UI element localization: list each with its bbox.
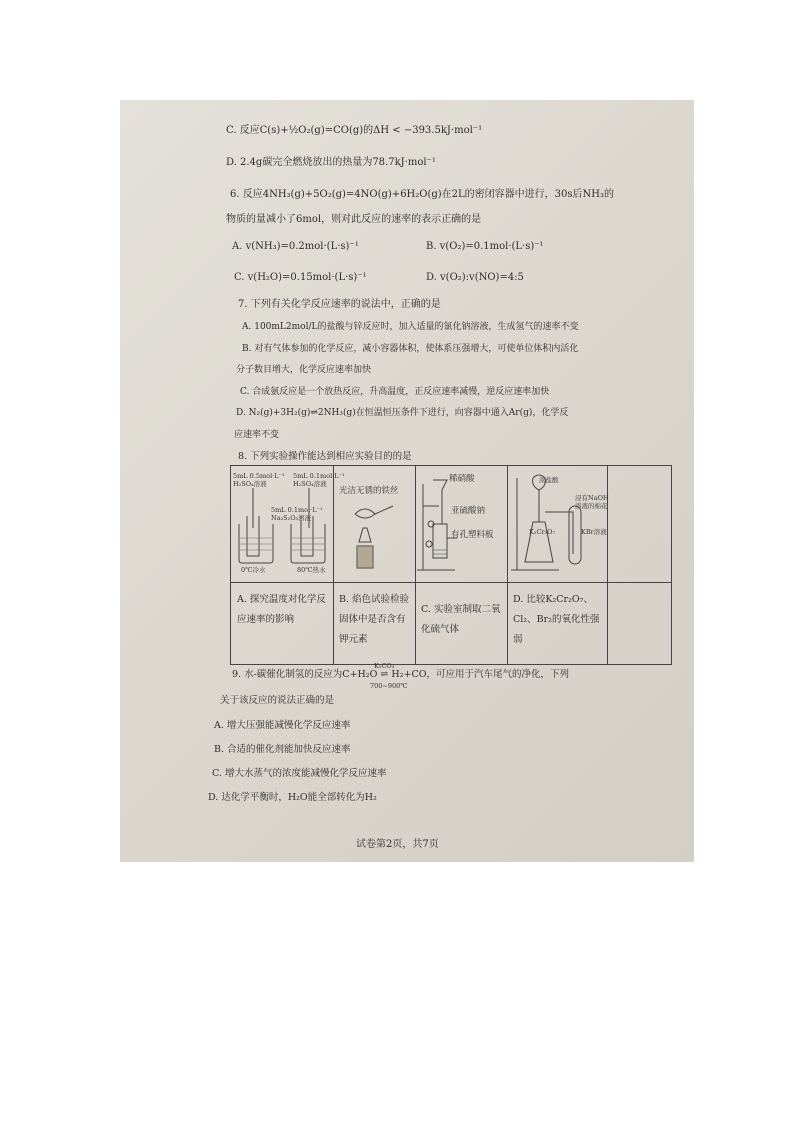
q7-option-a: A. 100mL2mol/L的盐酸与锌反应时，加入适量的氯化钠溶液，生成氢气的速率不变 (242, 322, 579, 332)
q9-option-a: A. 增大压强能减慢化学反应速率 (214, 720, 351, 731)
q9-stem-line2: 关于该反应的说法正确的是 (220, 695, 335, 706)
flame-test-icon (333, 466, 415, 582)
q6-stem-line1: 6. 反应4NH₃(g)+5O₂(g)=4NO(g)+6H₂O(g)在2L的密闭容器中进行，30s后NH₃的 (230, 189, 615, 200)
q6-option-b: B. v(O₂)=0.1mol·(L·s)⁻¹ (426, 241, 544, 252)
q8-stem: 8. 下列实验操作能达到相应实验目的的是 (238, 451, 412, 462)
d-label-tube: KBr溶液 (581, 528, 607, 536)
q6-option-d: D. v(O₂):v(NO)=4:5 (426, 272, 524, 283)
q7-option-d-line1: D. N₂(g)+3H₂(g)⇌2NH₃(g)在恒温恒压条件下进行，向容器中通入Ar(g)，化学反 (236, 408, 569, 418)
beaker-apparatus-icon (231, 466, 333, 582)
q9-stem-line1: 9. 水-碳催化制氢的反应为C+H₂O ⇌ H₂+CO，可应用于汽车尾气的净化，下列 (232, 669, 570, 680)
q7-option-d-line2: 应速率不变 (234, 430, 280, 440)
caption-b: B. 焰色试验检验固体中是否含有钾元素 (339, 594, 410, 645)
a-label-hot-water: 80℃热水 (297, 566, 326, 574)
q5-option-d: D. 2.4g碳完全燃烧放出的热量为78.7kJ·mol⁻¹ (226, 157, 436, 168)
q9-catalyst: K₂CO₃ (374, 662, 395, 670)
gas-generator-icon (415, 466, 507, 582)
q6-stem-line2: 物质的量减小了6mol，则对此反应的速率的表示正确的是 (226, 214, 482, 225)
exam-page-photo (120, 100, 694, 862)
a-label-top-right-1: 5mL 0.1mol·L⁻¹ (293, 472, 345, 480)
a-label-cold-water: 0℃冷水 (241, 566, 266, 574)
d-label-cotton-1: 浸有NaOH (575, 494, 609, 502)
c-label-acid: 稀硝酸 (449, 474, 475, 484)
b-label-iron-wire: 光洁无锈的铁丝 (339, 486, 399, 496)
q6-option-c: C. v(H₂O)=0.15mol·(L·s)⁻¹ (234, 272, 367, 283)
q9-option-d: D. 达化学平衡时，H₂O能全部转化为H₂ (208, 792, 377, 803)
caption-d: D. 比较K₂Cr₂O₇、Cl₂、Br₂的氧化性强弱 (513, 594, 600, 645)
q8-experiment-table (230, 465, 672, 665)
d-label-cotton-2: 溶液的棉花 (575, 502, 608, 510)
table-divider (231, 582, 671, 583)
oxidation-apparatus-icon (507, 466, 607, 582)
a-label-top-left-2: H₂SO₄溶液 (233, 480, 267, 488)
q7-stem: 7. 下列有关化学反应速率的说法中，正确的是 (238, 299, 441, 310)
c-label-plate: 有孔塑料板 (451, 530, 494, 540)
q7-option-c: C. 合成氨反应是一个放热反应，升高温度，正反应速率减慢，逆反应速率加快 (240, 387, 550, 397)
page-footer: 试卷第2页，共7页 (356, 839, 439, 850)
c-label-solid: 亚硫酸钠 (451, 506, 486, 516)
caption-a: A. 探究温度对化学反应速率的影响 (237, 594, 326, 625)
a-label-mid-1: 5mL 0.1mol·L⁻¹ (271, 506, 323, 514)
caption-c: C. 实验室制取二氧化硫气体 (421, 604, 501, 635)
q9-option-c: C. 增大水蒸气的浓度能减慢化学反应速率 (212, 768, 387, 779)
d-label-acid: 浓盐酸 (539, 476, 559, 484)
a-label-top-left-1: 5mL 0.5mol·L⁻¹ (233, 472, 285, 480)
q7-option-b-line2: 分子数目增大，化学反应速率加快 (236, 365, 372, 375)
a-label-top-right-2: H₂SO₄溶液 (293, 480, 327, 488)
a-label-mid-2: Na₂S₂O₃溶液 (271, 514, 312, 522)
d-label-flask: K₂Cr₂O₇ (529, 528, 556, 536)
q9-condition: 700~900℃ (370, 682, 408, 690)
q6-option-a: A. v(NH₃)=0.2mol·(L·s)⁻¹ (232, 241, 359, 252)
q9-option-b: B. 合适的催化剂能加快反应速率 (214, 744, 351, 755)
q7-option-b-line1: B. 对有气体参加的化学反应，减小容器体积，使体系压强增大，可使单位体积内活化 (242, 344, 579, 354)
q5-option-c: C. 反应C(s)+½O₂(g)=CO(g)的ΔH < −393.5kJ·mol⁻¹ (226, 125, 483, 136)
